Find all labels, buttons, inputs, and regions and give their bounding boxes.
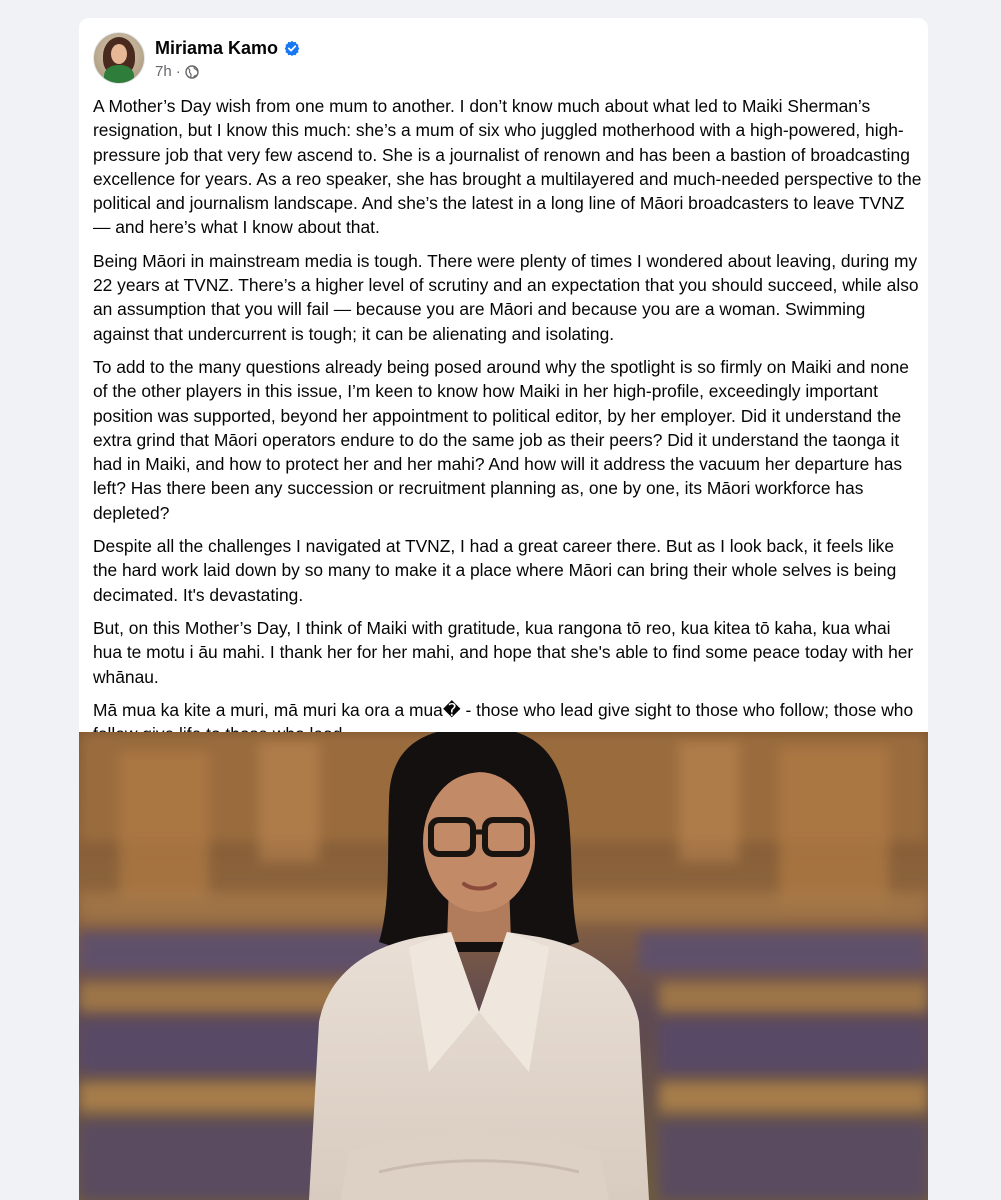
author-avatar[interactable] [93,32,145,84]
globe-icon[interactable] [185,65,199,79]
post-body [93,94,923,755]
post-photo[interactable] [79,732,928,1200]
post-paragraph: Despite all the challenges I navigated at TVNZ, I had a great career there. But as I look back, it feels like the hard work laid down by so many to make it a place where Māori can bring their whole selves is being decimated. It's devastating. [93,536,897,605]
meta-separator: · [175,63,181,80]
post-card [79,18,928,1200]
post-header [93,32,300,84]
verified-badge-icon [284,40,300,56]
post-paragraph: But, on this Mother’s Day, I think of Maiki with gratitude, kua rangona tō reo, kua kitea tō kaha, kua whai hua te motu i āu mahi. I thank her for her mahi, and hope that she's able to find some peace today with her whānau. [93,617,914,687]
post-paragraph: Being Māori in mainstream media is tough. There were plenty of times I wondered about leaving, during my 22 years at TVNZ. There’s a higher level of scrutiny and an expectation that you should succeed, while also an assumption that you will fail — because you are Māori and because you are a woman. Swimming against that undercurrent is tough; it can be alienating and isolating. [93,250,919,344]
post-paragraph: A Mother’s Day wish from one mum to another. I don’t know much about what led to Maiki Sherman’s resignation, but I know this much: she’s a mum of six who juggled motherhood with a high-powered, high-pressure job that very few ascend to. She is a journalist of renown and has been a bastion of broadcasting excellence for years. As a reo speaker, she has brought a multilayered and much-needed perspective to the political and journalism landscape. And she’s the latest in a long line of Māori broadcasters to leave TVNZ — and here’s what I know about that. [93,96,922,238]
author-name[interactable]: Miriama Kamo [155,37,279,58]
post-meta [155,36,300,80]
post-paragraph: To add to the many questions already being posed around why the spotlight is so firmly on Maiki and none of the other players in this issue, I’m keen to know how Maiki in her high-profile, exceedingly important position was supported, beyond her appointment to political editor, by her employer. Did it understand the extra grind that Māori operators endure to do the same job as their peers? Did it understand the taonga it had in Maiki, and how to protect her and her mahi? And how will it address the vacuum her departure has left? Has there been any succession or recruitment planning as, one by one, its Māori workforce has depleted? [93,356,909,523]
post-timestamp[interactable]: 7h [155,63,172,80]
portrait-image [79,732,928,1200]
post-paragraph: Mā mua ka kite a muri, mā muri ka ora a mua� - those who lead give sight to those who follow; those who [93,699,914,720]
post-subline [155,63,300,80]
author-row [155,36,300,60]
